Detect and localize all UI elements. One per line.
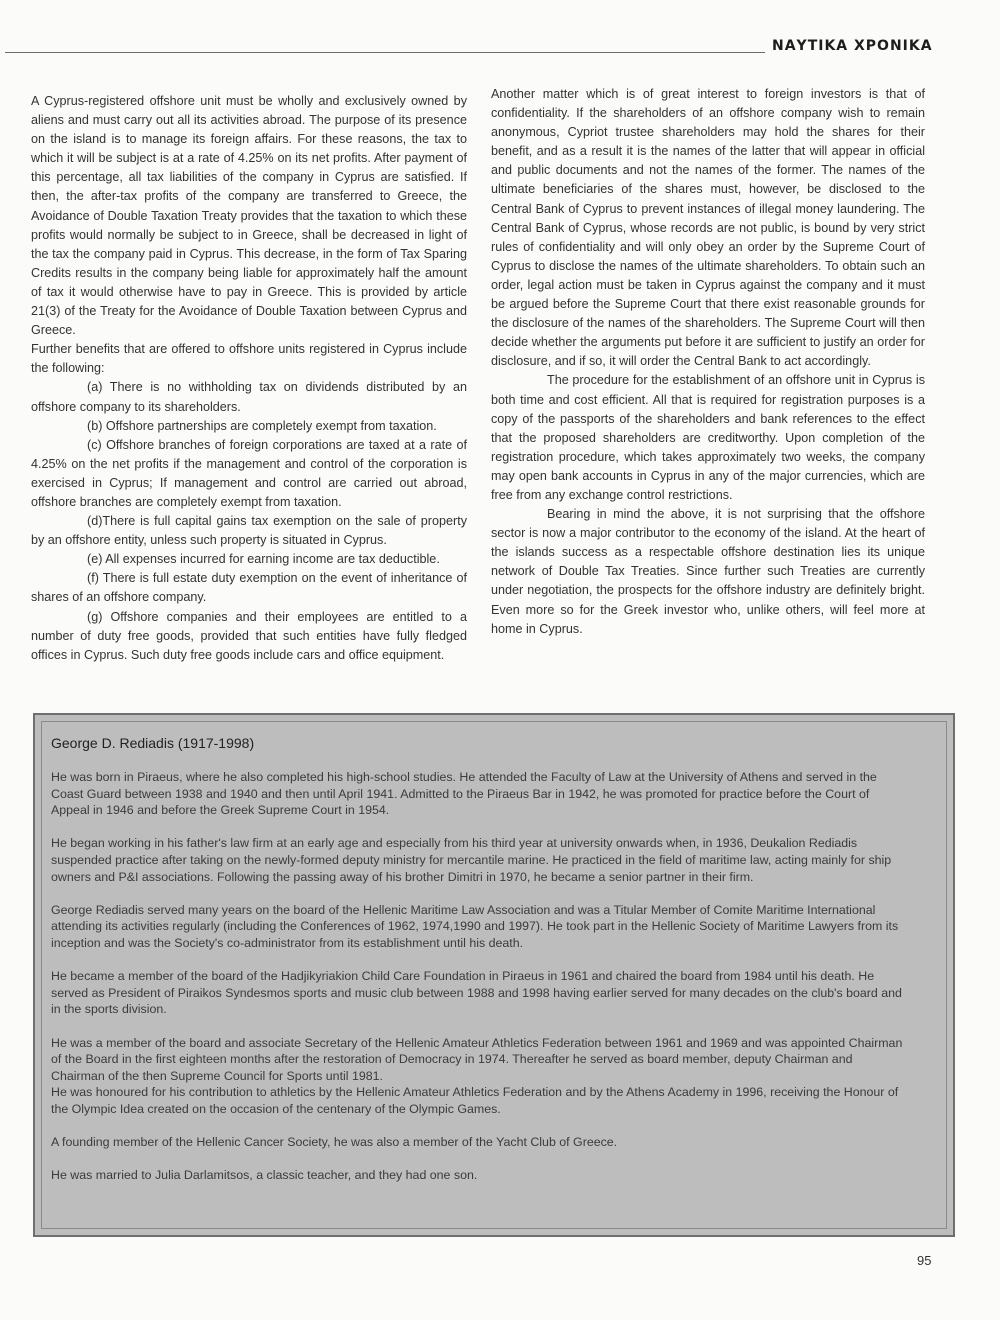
- biography-paragraph: He began working in his father's law firm at an early age and especially from his third year at university onwards when, in 1936, Deukalion Rediadis suspended practice after taking on the newly-formed deputy ministry for mercantile marine. He practiced in the field of maritime law, acting mainly for ship owners and P&I associations. Following the passing away of his brother Dimitri in 1970, he became a senior partner in their firm.: [51, 836, 892, 884]
- benefit-item-f: (f) There is full estate duty exemption on the event of inheritance of shares of an offshore company.: [31, 571, 467, 605]
- left-column: [31, 92, 467, 665]
- biography-paragraph: He was born in Piraeus, where he also completed his high-school studies. He attended the Faculty of Law at the University of Athens and served in the Coast Guard between 1938 and 1940 and then until April 1941. Admitted to the Piraeus Bar in 1942, he was promoted for practice before the Court of Appeal in 1946 and before the Greek Supreme Court in 1954.: [51, 770, 877, 818]
- biography-box: [33, 713, 955, 1237]
- page-number: 95: [917, 1253, 932, 1268]
- biography-paragraph: He was married to Julia Darlamitsos, a classic teacher, and they had one son.: [51, 1168, 478, 1183]
- left-paragraph: A Cyprus-registered offshore unit must be wholly and exclusively owned by aliens and must carry out all its activities abroad. The purpose of its presence on the island is to manage its foreign affairs. For these reasons, the tax to which it will be subject is at a rate of 4.25% on its net profits. After payment of this percentage, all tax liabilities of the company in Cyprus are satisfied. If then, the after-tax profits of the company are transferred to Greece, the Avoidance of Double Taxation Treaty provides that the taxation to which these profits would normally be subject to in Greece, shall be decreased in light of the tax the company paid in Cyprus. This decrease, in the form of Tax Sparing Credits results in the company being liable for approximately half the amount of tax it would otherwise have to pay in Greece. This is provided by article 21(3) of the Treaty for the Avoidance of Double Taxation between Cyprus and Greece.: [31, 94, 467, 338]
- right-paragraph: The procedure for the establishment of an offshore unit in Cyprus is both time and cost efficient. All that is required for registration purposes is a copy of the passports of the shareholders and bank references to the effect that the proposed shareholders are creditworthy. Upon completion of the registration procedure, which takes approximately two weeks, the company may open bank accounts in Cyprus in any of the major currencies, which are free from any exchange control restrictions.: [491, 373, 925, 502]
- running-header-title: ΝΑΥΤΙΚΑ ΧΡΟΝΙΚΑ: [772, 38, 933, 54]
- benefit-item-c: (c) Offshore branches of foreign corporations are taxed at a rate of 4.25% on the net profits if the management and control of the corporation is exercised in Cyprus; If management and control are carried out abroad, offshore branches are completely exempt from taxation.: [31, 437, 467, 509]
- header-rule: [5, 52, 765, 53]
- biography-text: [51, 769, 909, 1200]
- benefit-item-b: (b) Offshore partnerships are completely exempt from taxation.: [87, 418, 437, 433]
- biography-paragraph: He was honoured for his contribution to athletics by the Hellenic Amateur Athletics Federation and by the Athens Academy in 1996, receiving the Honour of the Olympic Idea created on the occasion of the centenary of the Olympic Games.: [51, 1085, 899, 1116]
- benefit-item-d: (d)There is full capital gains tax exemption on the sale of property by an offshore entity, unless such property is situated in Cyprus.: [31, 514, 467, 548]
- right-paragraph: Bearing in mind the above, it is not surprising that the offshore sector is now a major contributor to the economy of the island. At the heart of the islands success as a respectable offshore destination lies its unique network of Double Tax Treaties. Since further such Treaties are currently under negotiation, the prospects for the offshore industry are definitely bright. Even more so for the Greek investor who, unlike others, will feel more at home in Cyprus.: [491, 507, 925, 636]
- benefit-item-g: (g) Offshore companies and their employees are entitled to a number of duty free goods, provided that such entities have fully fledged offices in Cyprus. Such duty free goods include cars and office equipment.: [31, 609, 467, 662]
- right-paragraph: Another matter which is of great interest to foreign investors is that of confidentiality. If the shareholders of an offshore company wish to remain anonymous, Cypriot trustee shareholders may hold the shares for their benefit, and as a result it is the names of the latter that will appear in official and public documents and not the names of the former. The names of the ultimate beneficiaries of the shares must, however, be disclosed to the Central Bank of Cyprus to prevent instances of illegal money laundering. The Central Bank of Cyprus, whose records are not public, is bound by very strict rules of confidentiality and will only obey an order by the Supreme Court of Cyprus to disclose the names of the ultimate shareholders. To obtain such an order, legal action must be taken in Cyprus against the company and it must be argued before the Supreme Court that there exist reasonable grounds for the disclosure of the names of the shareholders. The Supreme Court will then decide whether the arguments put before it are sufficient to justify an order for disclosure, and if so, it will order the Central Bank to act accordingly.: [491, 87, 925, 369]
- right-column: [491, 85, 925, 639]
- biography-paragraph: A founding member of the Hellenic Cancer Society, he was also a member of the Yacht Club of Greece.: [51, 1135, 618, 1150]
- left-paragraph: Further benefits that are offered to offshore units registered in Cyprus include the following:: [31, 342, 467, 376]
- biography-paragraph: George Rediadis served many years on the board of the Hellenic Maritime Law Association and was a Titular Member of Comite Maritime International attending its activities regularly (including the Conferences of 1962, 1974,1990 and 1997). He took part in the Hellenic Society of Maritime Lawyers from its inception and was the Society's co-administrator from its establishment until his death.: [51, 902, 899, 950]
- biography-paragraph: He became a member of the board of the Hadjikyriakion Child Care Foundation in Piraeus in 1961 and chaired the board from 1984 until his death. He served as President of Piraikos Syndesmos sports and music club between 1988 and 1998 having earlier served for many decades on the club's board and in the sports division.: [51, 969, 902, 1017]
- benefit-item-e: (e) All expenses incurred for earning income are tax deductible.: [87, 552, 440, 567]
- biography-paragraph: He was a member of the board and associate Secretary of the Hellenic Amateur Athletics Federation between 1961 and 1969 and was appointed Chairman of the Board in the first eighteen months after the restoration of Democracy in 1974. Thereafter he served as board member, deputy Chairman and Chairman of the then Supreme Council for Sports until 1981.: [51, 1035, 903, 1083]
- biography-title: George D. Rediadis (1917-1998): [51, 735, 255, 751]
- benefit-item-a: (a) There is no withholding tax on dividends distributed by an offshore company to its shareholders.: [31, 380, 467, 414]
